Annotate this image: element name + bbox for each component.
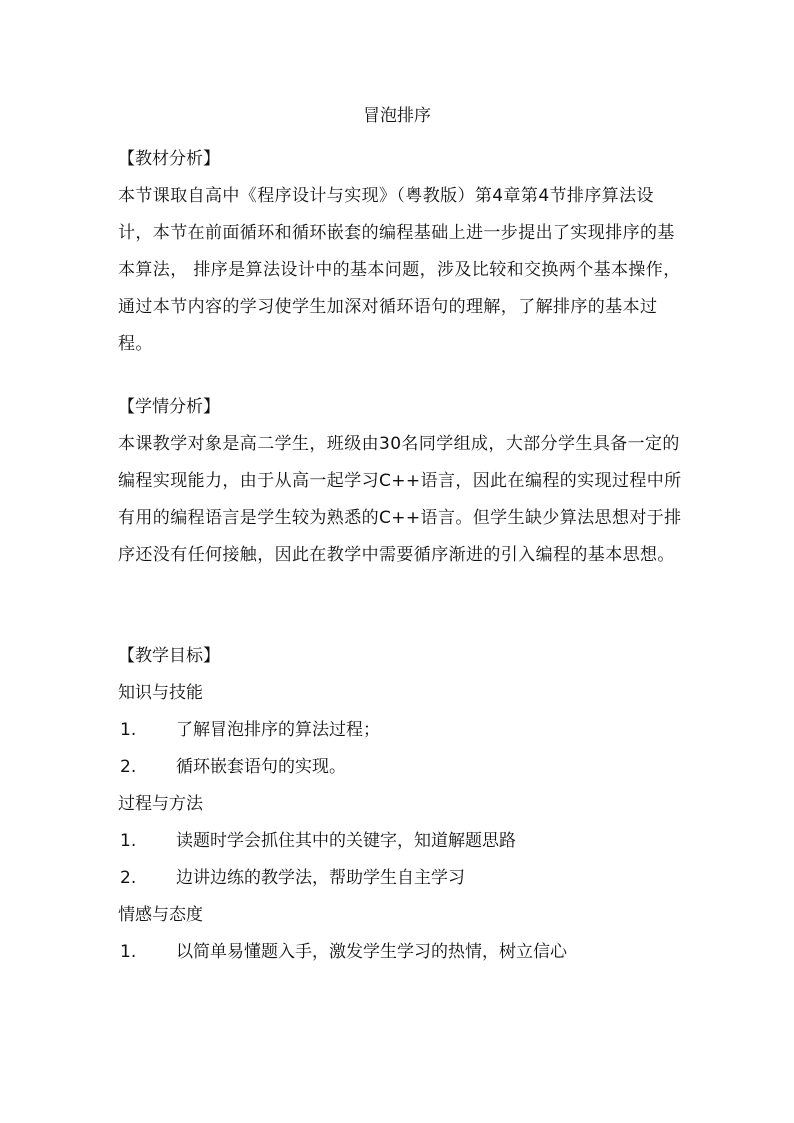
list-item-number: 1.	[120, 720, 137, 740]
list-item	[118, 712, 683, 749]
section-heading: 【教学目标】	[118, 646, 220, 666]
list-item-text: 读题时学会抓住其中的关键字，知道解题思路	[176, 831, 516, 851]
list-item-number: 2.	[120, 757, 137, 777]
document-title: 冒泡排序	[363, 106, 431, 126]
section-heading: 【教材分析】	[118, 149, 220, 169]
list-item	[118, 823, 683, 860]
list-item-number: 1.	[120, 942, 137, 962]
section-teaching-objectives	[118, 638, 683, 971]
list-item	[118, 749, 683, 786]
list-item-number: 1.	[120, 831, 137, 851]
list-item-text: 循环嵌套语句的实现。	[176, 757, 346, 777]
list-item	[118, 934, 683, 971]
list-item	[118, 860, 683, 897]
section-textbook-analysis	[118, 141, 683, 363]
objective-group-label: 知识与技能	[118, 683, 203, 703]
section-heading: 【学情分析】	[118, 397, 220, 417]
objective-group-label: 过程与方法	[118, 794, 203, 814]
list-item-number: 2.	[120, 868, 137, 888]
list-item-text: 边讲边练的教学法，帮助学生自主学习	[176, 868, 465, 888]
section-paragraph: 本课教学对象是高二学生，班级由30名同学组成，大部分学生具备一定的编程实现能力，由于从高一起学习C++语言，因此在编程的实现过程中所有用的编程语言是学生较为熟悉的C++语言。但学生缺少算法思想对于排序还没有任何接触，因此在教学中需要循序渐进的引入编程的基本思想。	[118, 434, 682, 565]
objective-group-label: 情感与态度	[118, 905, 203, 925]
list-item-text: 以简单易懂题入手，激发学生学习的热情，树立信心	[176, 942, 567, 962]
section-student-analysis	[118, 389, 683, 574]
section-paragraph: 本节课取自高中《程序设计与实现》（粤教版）第4章第4节排序算法设计，本节在前面循环和循环嵌套的编程基础上进一步提出了实现排序的基本算法， 排序是算法设计中的基本问题，涉及比较和交换两个基本操作，通过本节内容的学习使学生加深对循环语句的理解，了解排序的基本过程。	[118, 186, 681, 354]
list-item-text: 了解冒泡排序的算法过程；	[176, 720, 380, 740]
